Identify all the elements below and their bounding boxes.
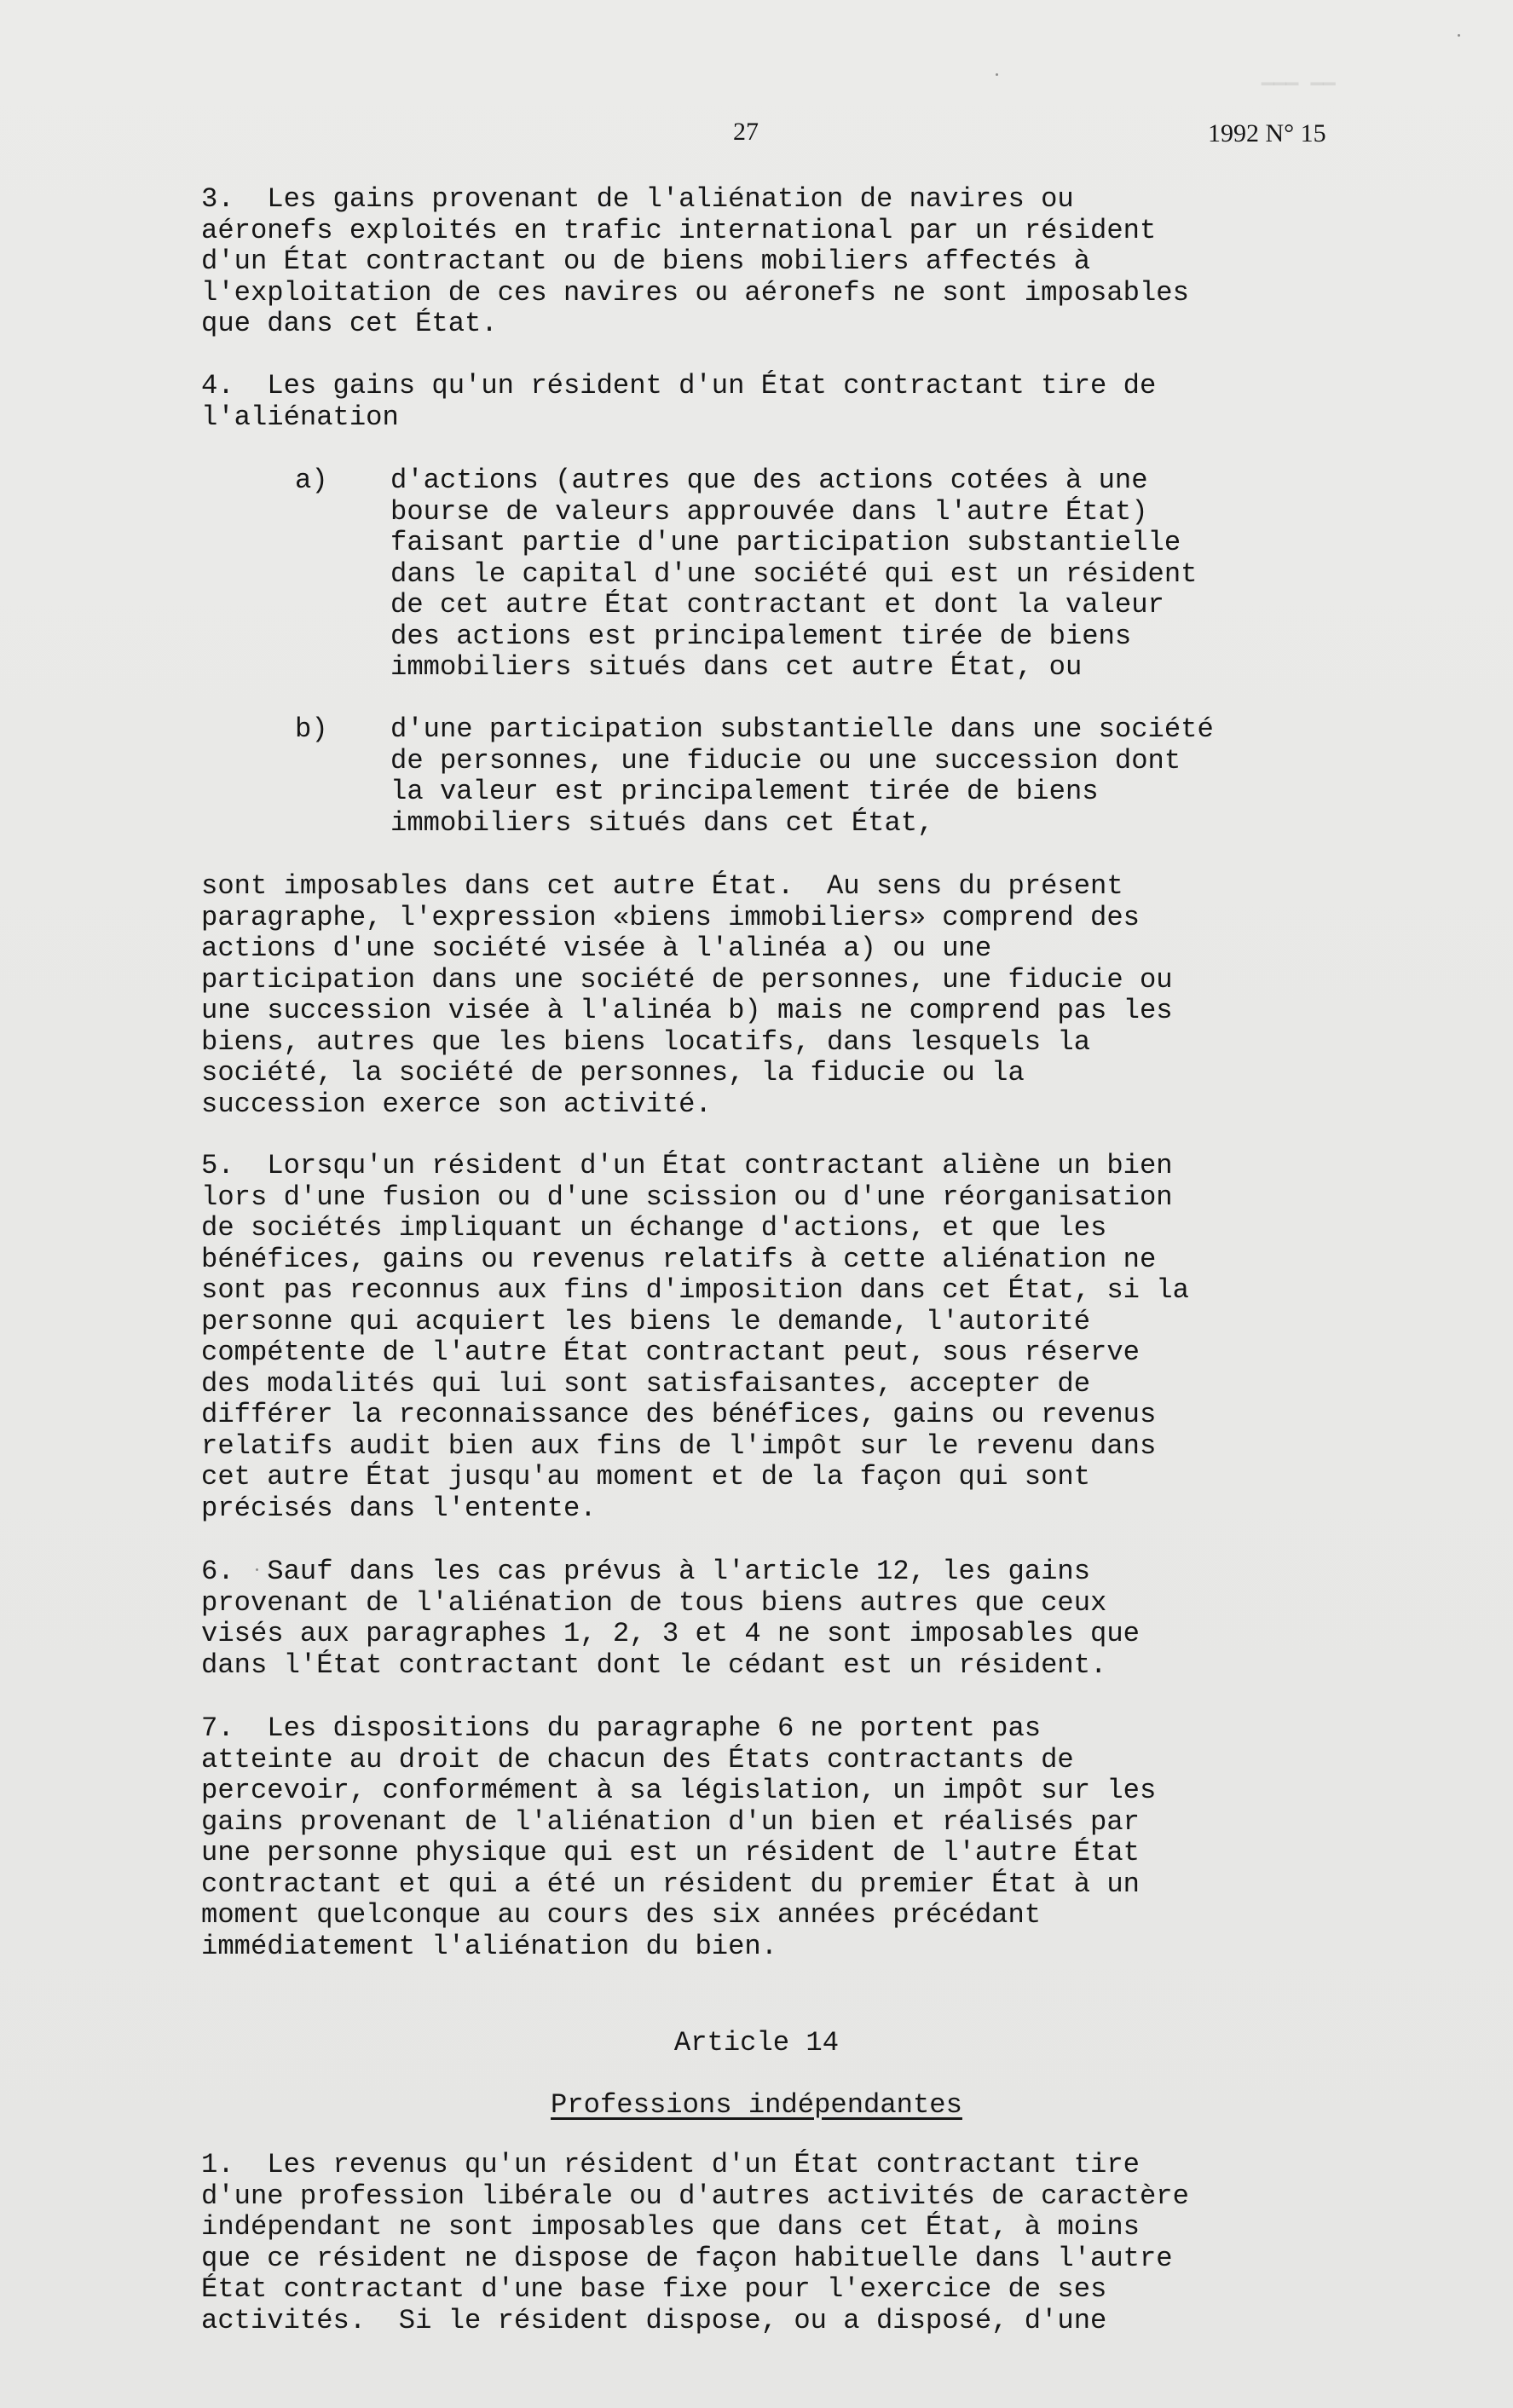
article-title: Article 14 (673, 2027, 840, 2059)
article-subtitle-text: Professions indépendantes (551, 2089, 962, 2121)
scan-speck (996, 73, 998, 76)
subparagraph-a-label: a) (295, 465, 328, 496)
subparagraph-b-label: b) (295, 713, 328, 745)
article-14-paragraph-1: 1. Les revenus qu'un résident d'un État contractant tire d'une profession libérale ou d'autres activités de caractère indépendant ne sont imposables que dans cet État, à moins que ce résident ne dispose de façon habituelle dans l'autre État contractant d'une base fixe pour l'exercice de ses activités. Si le résident dispose, ou a disposé, d'une (201, 2149, 1189, 2336)
scan-speck (256, 1568, 258, 1571)
paragraph-4: 4. Les gains qu'un résident d'un État contractant tire de l'aliénation (201, 370, 1157, 433)
scan-speck (1458, 34, 1460, 37)
subparagraph-b: d'une participation substantielle dans une société de personnes, une fiducie ou une succession dont la valeur est principalement tirée de biens immobiliers situés dans cet État, (390, 713, 1214, 839)
paragraph-4-continuation: sont imposables dans cet autre État. Au sens du présent paragraphe, l'expression «biens immobiliers» comprend des actions d'une société visée à l'alinéa a) ou une participation dans une société de personnes, une fiducie ou une succession visée à l'alinéa b) mais ne comprend pas les biens, autres que les biens locatifs, dans lesquels la société, la société de personnes, la fiducie ou la succession exerce son activité. (201, 870, 1173, 1120)
document-reference: 1992 N° 15 (1208, 119, 1326, 147)
paragraph-7: 7. Les dispositions du paragraphe 6 ne portent pas atteinte au droit de chacun des États contractants de percevoir, conformément à sa législation, un impôt sur les gains provenant de l'aliénation d'un bien et réalisés par une personne physique qui est un résident de l'autre État contractant et qui a été un résident du premier État à un moment quelconque au cours des six années précédant immédiatement l'aliénation du bien. (201, 1712, 1157, 1962)
paragraph-5: 5. Lorsqu'un résident d'un État contractant aliène un bien lors d'une fusion ou d'une scission ou d'une réorganisation de sociétés impliquant un échange d'actions, et que les bénéfices, gains ou revenus relatifs à cette aliénation ne sont pas reconnus aux fins d'imposition dans cet État, si la personne qui acquiert les biens le demande, l'autorité compétente de l'autre État contractant peut, sous réserve des modalités qui lui sont satisfaisantes, accepter de différer la reconnaissance des bénéfices, gains ou revenus relatifs audit bien aux fins de l'impôt sur le revenu dans cet autre État jusqu'au moment et de la façon qui sont précisés dans l'entente. (201, 1150, 1189, 1524)
subparagraph-a: d'actions (autres que des actions cotées à une bourse de valeurs approuvée dans l'autre État) faisant partie d'une participation substantielle dans le capital d'une société qui est un résident de cet autre État contractant et dont la valeur des actions est principalement tirée de biens immobiliers situés dans cet autre État, ou (390, 465, 1198, 683)
article-subtitle (0, 2089, 1513, 2121)
paragraph-6: 6. Sauf dans les cas prévus à l'article 12, les gains provenant de l'aliénation de tous biens autres que ceux visés aux paragraphes 1, 2, 3 et 4 ne sont imposables que dans l'État contractant dont le cédant est un résident. (201, 1556, 1140, 1681)
paragraph-3: 3. Les gains provenant de l'aliénation de navires ou aéronefs exploités en trafic international par un résident d'un État contractant ou de biens mobiliers affectés à l'exploitation de ces navires ou aéronefs ne sont imposables que dans cet État. (201, 183, 1189, 339)
show-through-texture: ▔▔▔ ▔▔ (1262, 85, 1336, 108)
page-number: 27 (733, 118, 759, 146)
